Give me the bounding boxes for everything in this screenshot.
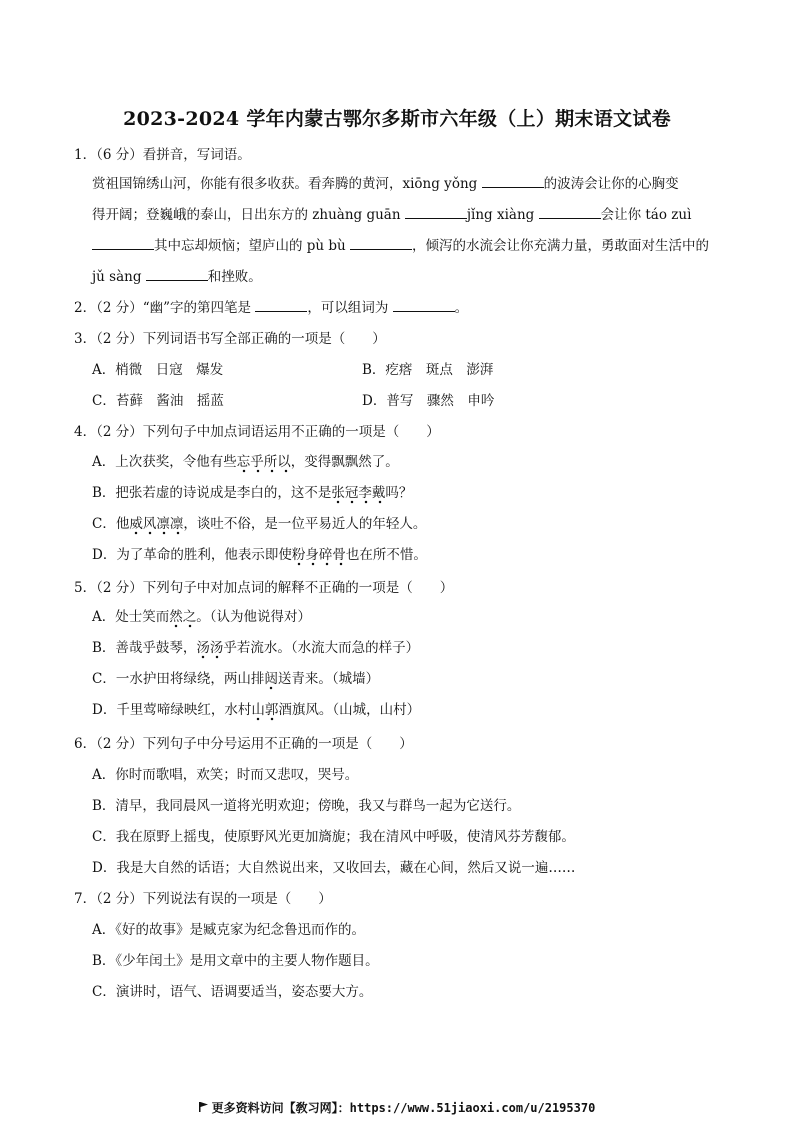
q4-option-c[interactable]: C．他威风凛凛，谈吐不俗，是一位平易近人的年轻人。	[92, 515, 426, 533]
answer-blank[interactable]	[92, 237, 154, 250]
answer-blank[interactable]	[405, 206, 467, 219]
q6-option-c[interactable]: C．我在原野上摇曳，使原野风光更加旖旎；我在清风中呼吸，使清风芬芳馥郁。	[92, 829, 575, 845]
dotted-word: 粉身碎骨	[292, 547, 346, 567]
q6-option-b[interactable]: B．清早，我同晨风一道将光明欢迎；傍晚，我又与群鸟一起为它送行。	[92, 798, 521, 814]
q5-heading: 5．（2 分）下列句子中对加点词的解释不正确的一项是（ ）	[74, 580, 454, 596]
q7-heading: 7．（2 分）下列说法有误的一项是（ ）	[74, 891, 332, 907]
q6-option-d[interactable]: D．我是大自然的话语；大自然说出来，又收回去，藏在心间，然后又说一遍……	[92, 860, 576, 876]
answer-blank[interactable]	[482, 175, 544, 188]
dotted-word: 汤汤	[196, 640, 223, 660]
dotted-word: 山郭	[251, 702, 278, 722]
q1-heading: 1．（6 分）看拼音，写词语。	[74, 147, 251, 163]
q3-options-row-1	[92, 361, 493, 379]
q3-option-c[interactable]: C．苔藓 酱油 摇蓝	[92, 393, 224, 409]
q6-option-a[interactable]: A．你时而歌唱，欢笑；时而又悲叹，哭号。	[92, 767, 359, 783]
dotted-word: 闼	[264, 671, 278, 691]
dotted-word: 忘乎所以	[237, 454, 291, 474]
dotted-word: 威风凛凛	[129, 516, 183, 536]
q4-option-a[interactable]: A．上次获奖，令他有些忘乎所以，变得飘飘然了。	[92, 453, 399, 471]
footer-link[interactable]	[0, 1099, 794, 1116]
q6-heading: 6．（2 分）下列句子中分号运用不正确的一项是（ ）	[74, 736, 413, 752]
q7-option-a[interactable]: A．《好的故事》是臧克家为纪念鲁迅而作的。	[92, 922, 365, 938]
q1-line-1: 赏祖国锦绣山河，你能有很多收获。看奔腾的黄河，xiōng yǒng 的波涛会让你的心胸变	[92, 176, 679, 192]
q1-line-2: 得开阔；登巍峨的泰山，日出东方的 zhuàng guān jǐng xiàng 会让你 táo zuì	[92, 207, 692, 223]
q1-line-4: jǔ sàng 和挫败。	[92, 269, 262, 285]
q3-option-b[interactable]: B．疙瘩 斑点 澎湃	[362, 362, 494, 378]
dotted-word: 张冠李戴	[331, 485, 385, 505]
q7-option-c[interactable]: C．演讲时，语气、语调要适当，姿态要大方。	[92, 984, 373, 1000]
flag-icon	[199, 1101, 208, 1115]
q2-line: 2．（2 分）“幽”字的第四笔是 ，可以组词为 。	[74, 300, 469, 316]
q5-option-b[interactable]: B．善哉乎鼓琴，汤汤乎若流水。（水流大而急的样子）	[92, 639, 419, 657]
q1-line-3: 其中忘却烦恼；望庐山的 pù bù ，倾泻的水流会让你充满力量，勇敢面对生活中的	[92, 237, 709, 255]
answer-blank[interactable]	[393, 299, 455, 312]
q7-option-b[interactable]: B．《少年闰土》是用文章中的主要人物作题目。	[92, 953, 379, 969]
q5-option-c[interactable]: C．一水护田将绿绕，两山排闼送青来。（城墙）	[92, 670, 379, 688]
q3-options-row-2	[92, 392, 494, 410]
q3-option-d[interactable]: D．普写 骤然 申吟	[362, 393, 495, 409]
q4-option-d[interactable]: D．为了革命的胜利，他表示即使粉身碎骨也在所不惜。	[92, 546, 427, 564]
dotted-word: 然之	[169, 609, 196, 629]
q4-option-b[interactable]: B．把张若虚的诗说成是李白的，这不是张冠李戴吗？	[92, 484, 412, 502]
q5-option-d[interactable]: D．千里莺啼绿映红，水村山郭酒旗风。（山城，山村）	[92, 701, 420, 719]
q5-option-a[interactable]: A．处士笑而然之。（认为他说得对）	[92, 608, 311, 626]
answer-blank[interactable]	[350, 237, 412, 250]
exam-title: 2023-2024 学年内蒙古鄂尔多斯市六年级（上）期末语文试卷	[123, 108, 671, 130]
answer-blank[interactable]	[539, 206, 601, 219]
answer-blank[interactable]	[146, 268, 208, 281]
footer-text: 更多资料访问【敎习网】：https://www.51jiaoxi.com/u/2195370	[211, 1101, 596, 1115]
answer-blank[interactable]	[255, 299, 307, 312]
q3-heading: 3．（2 分）下列词语书写全部正确的一项是（ ）	[74, 331, 386, 347]
q4-heading: 4．（2 分）下列句子中加点词语运用不正确的一项是（ ）	[74, 424, 440, 440]
q3-option-a[interactable]: A．梢微 日寇 爆发	[92, 362, 224, 378]
